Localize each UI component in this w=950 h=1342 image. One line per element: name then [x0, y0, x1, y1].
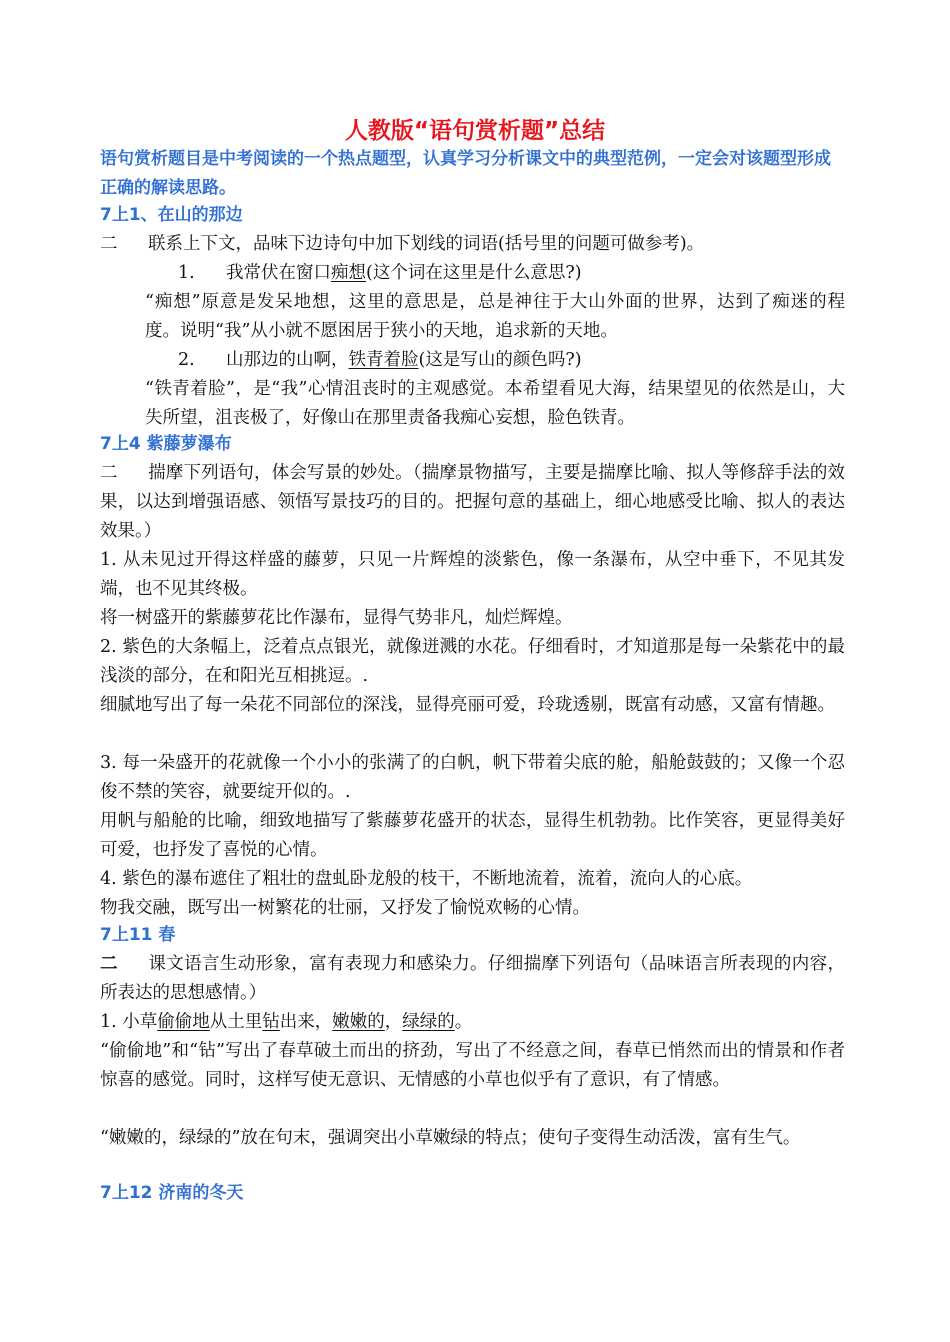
s1-task-text: 联系上下文，品味下边诗句中加下划线的词语(括号里的问题可做参考)。	[148, 234, 705, 254]
s2-question-1: 1. 从未见过开得这样盛的藤萝，只见一片辉煌的淡紫色，像一条瀑布，从空中垂下，不见其发端，也不见其终极。	[100, 550, 845, 599]
underlined-word: 痴想	[331, 263, 366, 283]
question-text: 我常伏在窗口	[226, 263, 331, 283]
underlined-word: 钻	[262, 1012, 280, 1032]
section-heading-4: 7上12 济南的冬天	[100, 1183, 244, 1203]
question-text: 从土里	[209, 1012, 263, 1032]
s2-question-3: 3. 每一朵盛开的花就像一个小小的张满了的白帆，帆下带着尖底的舱，船舱鼓鼓的；又像一个忍俊不禁的笑容，就要绽开似的。.	[100, 753, 845, 802]
question-hint: (这是写山的颜色吗?)	[418, 350, 582, 370]
s2-task-text: 揣摩下列语句，体会写景的妙处。（揣摩景物描写，主要是揣摩比喻、拟人等修辞手法的效果，以达到增强语感、领悟写景技巧的目的。把握句意的基础上，细心地感受比喻、拟人的表达效果。）	[100, 463, 845, 541]
section-mark: 二	[100, 234, 118, 254]
s1-answer-1: “痴想”原意是发呆地想，这里的意思是，总是神往于大山外面的世界，达到了痴迷的程度。说明“我”从小就不愿困居于狭小的天地，追求新的天地。	[145, 292, 845, 341]
question-text: 出来，	[279, 1012, 333, 1032]
question-text: 山那边的山啊，	[226, 350, 349, 370]
section-heading-3: 7上11 春	[100, 925, 176, 945]
s3-task	[100, 950, 845, 1008]
question-number: 2.	[178, 350, 195, 370]
question-number: 1.	[178, 263, 195, 283]
section-heading-1: 7上1、在山的那边	[100, 205, 243, 225]
underlined-word: 铁青着脸	[348, 350, 419, 370]
question-text: ，	[384, 1012, 403, 1032]
s1-task	[100, 230, 704, 259]
section-mark: 二	[100, 463, 118, 483]
s1-answer-2: “铁青着脸”，是“我”心情沮丧时的主观感觉。本希望看见大海，结果望见的依然是山，大失所望，沮丧极了，好像山在那里责备我痴心妄想，脸色铁青。	[145, 379, 845, 428]
s2-question-4: 4. 紫色的瀑布遮住了粗壮的盘虬卧龙般的枝干，不断地流着，流着，流向人的心底。	[100, 869, 753, 889]
s3-task-text: 课文语言生动形象，富有表现力和感染力。仔细揣摩下列语句（品味语言所表现的内容，所表达的思想感情。）	[100, 954, 845, 1003]
intro-paragraph: 语句赏析题目是中考阅读的一个热点题型，认真学习分析课文中的典型范例，一定会对该题型形成正确的解读思路。	[100, 149, 831, 198]
underlined-word: 嫩嫩的	[332, 1012, 385, 1032]
question-text: 。	[454, 1012, 473, 1032]
s2-answer-1: 将一树盛开的紫藤萝花比作瀑布，显得气势非凡，灿烂辉煌。	[100, 608, 573, 628]
s3-question-1	[100, 1008, 472, 1037]
s1-question-2	[178, 346, 582, 375]
question-hint: (这个词在这里是什么意思?)	[366, 263, 582, 283]
s2-answer-4: 物我交融，既写出一树繁花的壮丽，又抒发了愉悦欢畅的心情。	[100, 898, 590, 918]
s1-question-1	[178, 259, 582, 288]
section-heading-2: 7上4 紫藤萝瀑布	[100, 434, 232, 454]
underlined-word: 绿绿的	[402, 1012, 455, 1032]
page-title: 人教版“语句赏析题”总结	[344, 118, 606, 144]
s2-answer-3: 用帆与船舱的比喻，细致地描写了紫藤萝花盛开的状态，显得生机勃勃。比作笑容，更显得美好可爱，也抒发了喜悦的心情。	[100, 811, 845, 860]
underlined-word: 偷偷地	[157, 1012, 210, 1032]
section-mark: 二	[100, 954, 118, 974]
s2-question-2: 2. 紫色的大条幅上，泛着点点银光，就像迸溅的水花。仔细看时，才知道那是每一朵紫花中的最浅淡的部分，在和阳光互相挑逗。.	[100, 637, 845, 686]
question-text: 1. 小草	[100, 1012, 158, 1032]
s2-answer-2: 细腻地写出了每一朵花不同部位的深浅，显得亮丽可爱，玲珑透剔，既富有动感，又富有情趣。	[100, 695, 835, 715]
s2-task	[100, 459, 845, 546]
s3-answer-1: “偷偷地”和“钻”写出了春草破土而出的挤劲，写出了不经意之间，春草已悄然而出的情景和作者惊喜的感觉。同时，这样写使无意识、无情感的小草也似乎有了意识，有了情感。	[100, 1041, 845, 1090]
s3-answer-2: “嫩嫩的，绿绿的”放在句末，强调突出小草嫩绿的特点；使句子变得生动活泼，富有生气。	[100, 1128, 801, 1148]
